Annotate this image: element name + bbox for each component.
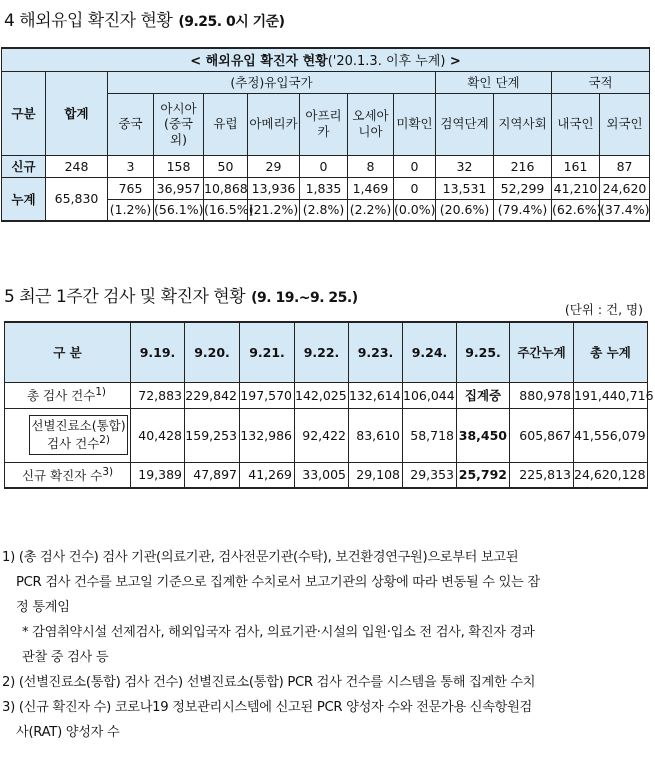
value-cell: 132,614 [349,382,403,408]
cumulative-value: 0 [394,177,436,199]
section5-title-text: 5 최근 1주간 검사 및 확진자 현황 [4,287,246,307]
cumulative-percent: (16.5%) [204,199,248,221]
value-cell: 142,025 [295,382,349,408]
overseas-cases-table [1,47,650,222]
section5-title [4,282,358,307]
row-label-line2: 검사 건수 [47,436,100,452]
value-cell: 40,428 [131,408,185,462]
header-date: 9.20. [185,322,240,382]
new-value: 50 [204,155,248,177]
table-row-cumulative [2,177,650,199]
cumulative-percent: (1.2%) [108,199,154,221]
cumulative-percent: (21.2%) [248,199,300,221]
header-date: 9.23. [349,322,403,382]
caption-period: ('20.1.3. 이후 누계) [327,54,446,70]
cumulative-percent: (37.4%) [600,199,650,221]
row-label-line1: 선별진료소(통합) [31,418,126,434]
header-total: 합계 [46,71,108,155]
header-country-oceania: 오세아니아 [348,93,394,155]
value-cell: 132,986 [240,408,295,462]
total-cell: 24,620,128 [574,462,648,488]
value-cell: 19,389 [131,462,185,488]
total-cell: 191,440,716 [574,382,648,408]
value-cell: 92,422 [295,408,349,462]
row-label-new: 신규 [2,155,46,177]
new-value: 32 [436,155,494,177]
value-cell: 47,897 [185,462,240,488]
new-value: 3 [108,155,154,177]
new-value: 161 [552,155,600,177]
footnote-ref: 1) [95,385,106,398]
value-cell: 41,269 [240,462,295,488]
footnote-1-star-line2: 관찰 중 검사 등 [22,650,109,665]
row-label-total-tests [5,382,131,408]
header-stage-group: 확인 단계 [436,71,552,93]
footnote-1-line3: 정 통계임 [16,600,70,615]
weekly-tests-table [4,321,654,489]
cumulative-value: 52,299 [494,177,552,199]
cumulative-value: 13,936 [248,177,300,199]
header-country-unknown: 미확인 [394,93,436,155]
footnote-3-line1: 3) (신규 확진자 수) 코로나19 정보관리시스템에 신고된 PCR 양성자 수와 전문가용 신속항원검 [2,700,532,715]
unit-label: (단위 : 건, 명) [564,302,643,317]
section4-title [4,6,285,31]
footnotes [2,545,650,745]
section4-subtitle: (9.25. 0시 기준) [178,14,285,30]
header-nationality-korean: 내국인 [552,93,600,155]
row-label-screening [5,408,131,462]
header-date: 9.25. [457,322,510,382]
new-value: 8 [348,155,394,177]
value-cell: 106,044 [403,382,457,408]
cumulative-value: 10,868 [204,177,248,199]
new-value: 29 [248,155,300,177]
cumulative-percent: (0.0%) [394,199,436,221]
header-country-china: 중국 [108,93,154,155]
weekly-cell: 225,813 [510,462,574,488]
row-label-screening-box [29,415,128,454]
cumulative-value: 13,531 [436,177,494,199]
header-date: 9.21. [240,322,295,382]
header-stage-quarantine: 검역단계 [436,93,494,155]
table1-caption [2,48,650,71]
row-label-new-cases [5,462,131,488]
cumulative-percent: (2.2%) [348,199,394,221]
header-nationality-foreign: 외국인 [600,93,650,155]
header-nationality-group: 국적 [552,71,650,93]
value-cell-pending: 집계중 [457,382,510,408]
row-label-cumulative: 누계 [2,177,46,221]
section5-subtitle: (9. 19.~9. 25.) [251,290,358,306]
footnote-2: 2) (선별진료소(통합) 검사 건수) 선별진료소(통합) PCR 검사 건수를 시스템을 통해 집계한 수치 [2,675,536,690]
value-cell: 72,883 [131,382,185,408]
footnote-1-line2: PCR 검사 건수를 보고일 기준으로 집계한 수치로서 보고기관의 상황에 따라 변동될 수 있는 잠 [16,575,540,590]
header-group: 구분 [2,71,46,155]
cumulative-percent: (62.6%) [552,199,600,221]
new-total: 248 [46,155,108,177]
header-date: 9.19. [131,322,185,382]
cumulative-value: 1,835 [300,177,348,199]
caption-end: > [445,54,461,70]
new-value: 158 [154,155,204,177]
header-label: 구 분 [5,322,131,382]
total-cell: 41,556,079 [574,408,648,462]
new-value: 216 [494,155,552,177]
header-date: 9.24. [403,322,457,382]
cumulative-percent: (2.8%) [300,199,348,221]
value-cell: 33,005 [295,462,349,488]
footnote-ref: 3) [102,465,114,478]
header-weekly: 주간누계 [510,322,574,382]
cumulative-value: 1,469 [348,177,394,199]
value-cell: 29,108 [349,462,403,488]
header-country-europe: 유럽 [204,93,248,155]
row-label-text: 총 검사 건수 [26,388,96,404]
header-cumulative: 총 누계 [574,322,648,382]
cumulative-percent: (79.4%) [494,199,552,221]
header-country-africa: 아프리카 [300,93,348,155]
header-country-group: (추정)유입국가 [108,71,436,93]
value-cell: 29,353 [403,462,457,488]
footnote-1-star-line1: * 감염취약시설 선제검사, 해외입국자 검사, 의료기관·시설의 입원·입소 전 검사, 확진자 경과 [22,625,535,640]
cumulative-percent: (56.1%) [154,199,204,221]
footnote-3-line2: 사(RAT) 양성자 수 [16,725,120,740]
value-cell: 159,253 [185,408,240,462]
new-value: 0 [300,155,348,177]
row-label-text: 신규 확진자 수 [21,467,103,483]
cumulative-total: 65,830 [46,177,108,221]
table-row-total-tests [5,382,648,408]
header-stage-community: 지역사회 [494,93,552,155]
value-cell: 83,610 [349,408,403,462]
new-value: 0 [394,155,436,177]
section4-title-text: 4 해외유입 확진자 현황 [4,11,173,31]
new-value: 87 [600,155,650,177]
header-country-america: 아메리카 [248,93,300,155]
cumulative-value: 36,957 [154,177,204,199]
header-date: 9.22. [295,322,349,382]
value-cell: 229,842 [185,382,240,408]
table-row-new-cases [5,462,648,488]
value-cell-latest: 38,450 [457,408,510,462]
footnote-1-line1: 1) (총 검사 건수) 검사 기관(의료기관, 검사전문기관(수탁), 보건환경연구원)으로부터 보고된 [2,550,519,565]
cumulative-value: 765 [108,177,154,199]
weekly-cell: 880,978 [510,382,574,408]
cumulative-value: 24,620 [600,177,650,199]
footnote-ref: 2) [99,433,110,446]
caption-main: < 해외유입 확진자 현황 [190,54,328,70]
table-row-new [2,155,650,177]
value-cell: 197,570 [240,382,295,408]
header-country-asia: 아시아(중국 외) [154,93,204,155]
value-cell: 58,718 [403,408,457,462]
cumulative-value: 41,210 [552,177,600,199]
cumulative-percent: (20.6%) [436,199,494,221]
table-row-screening-tests [5,408,648,462]
weekly-cell: 605,867 [510,408,574,462]
value-cell-latest: 25,792 [457,462,510,488]
